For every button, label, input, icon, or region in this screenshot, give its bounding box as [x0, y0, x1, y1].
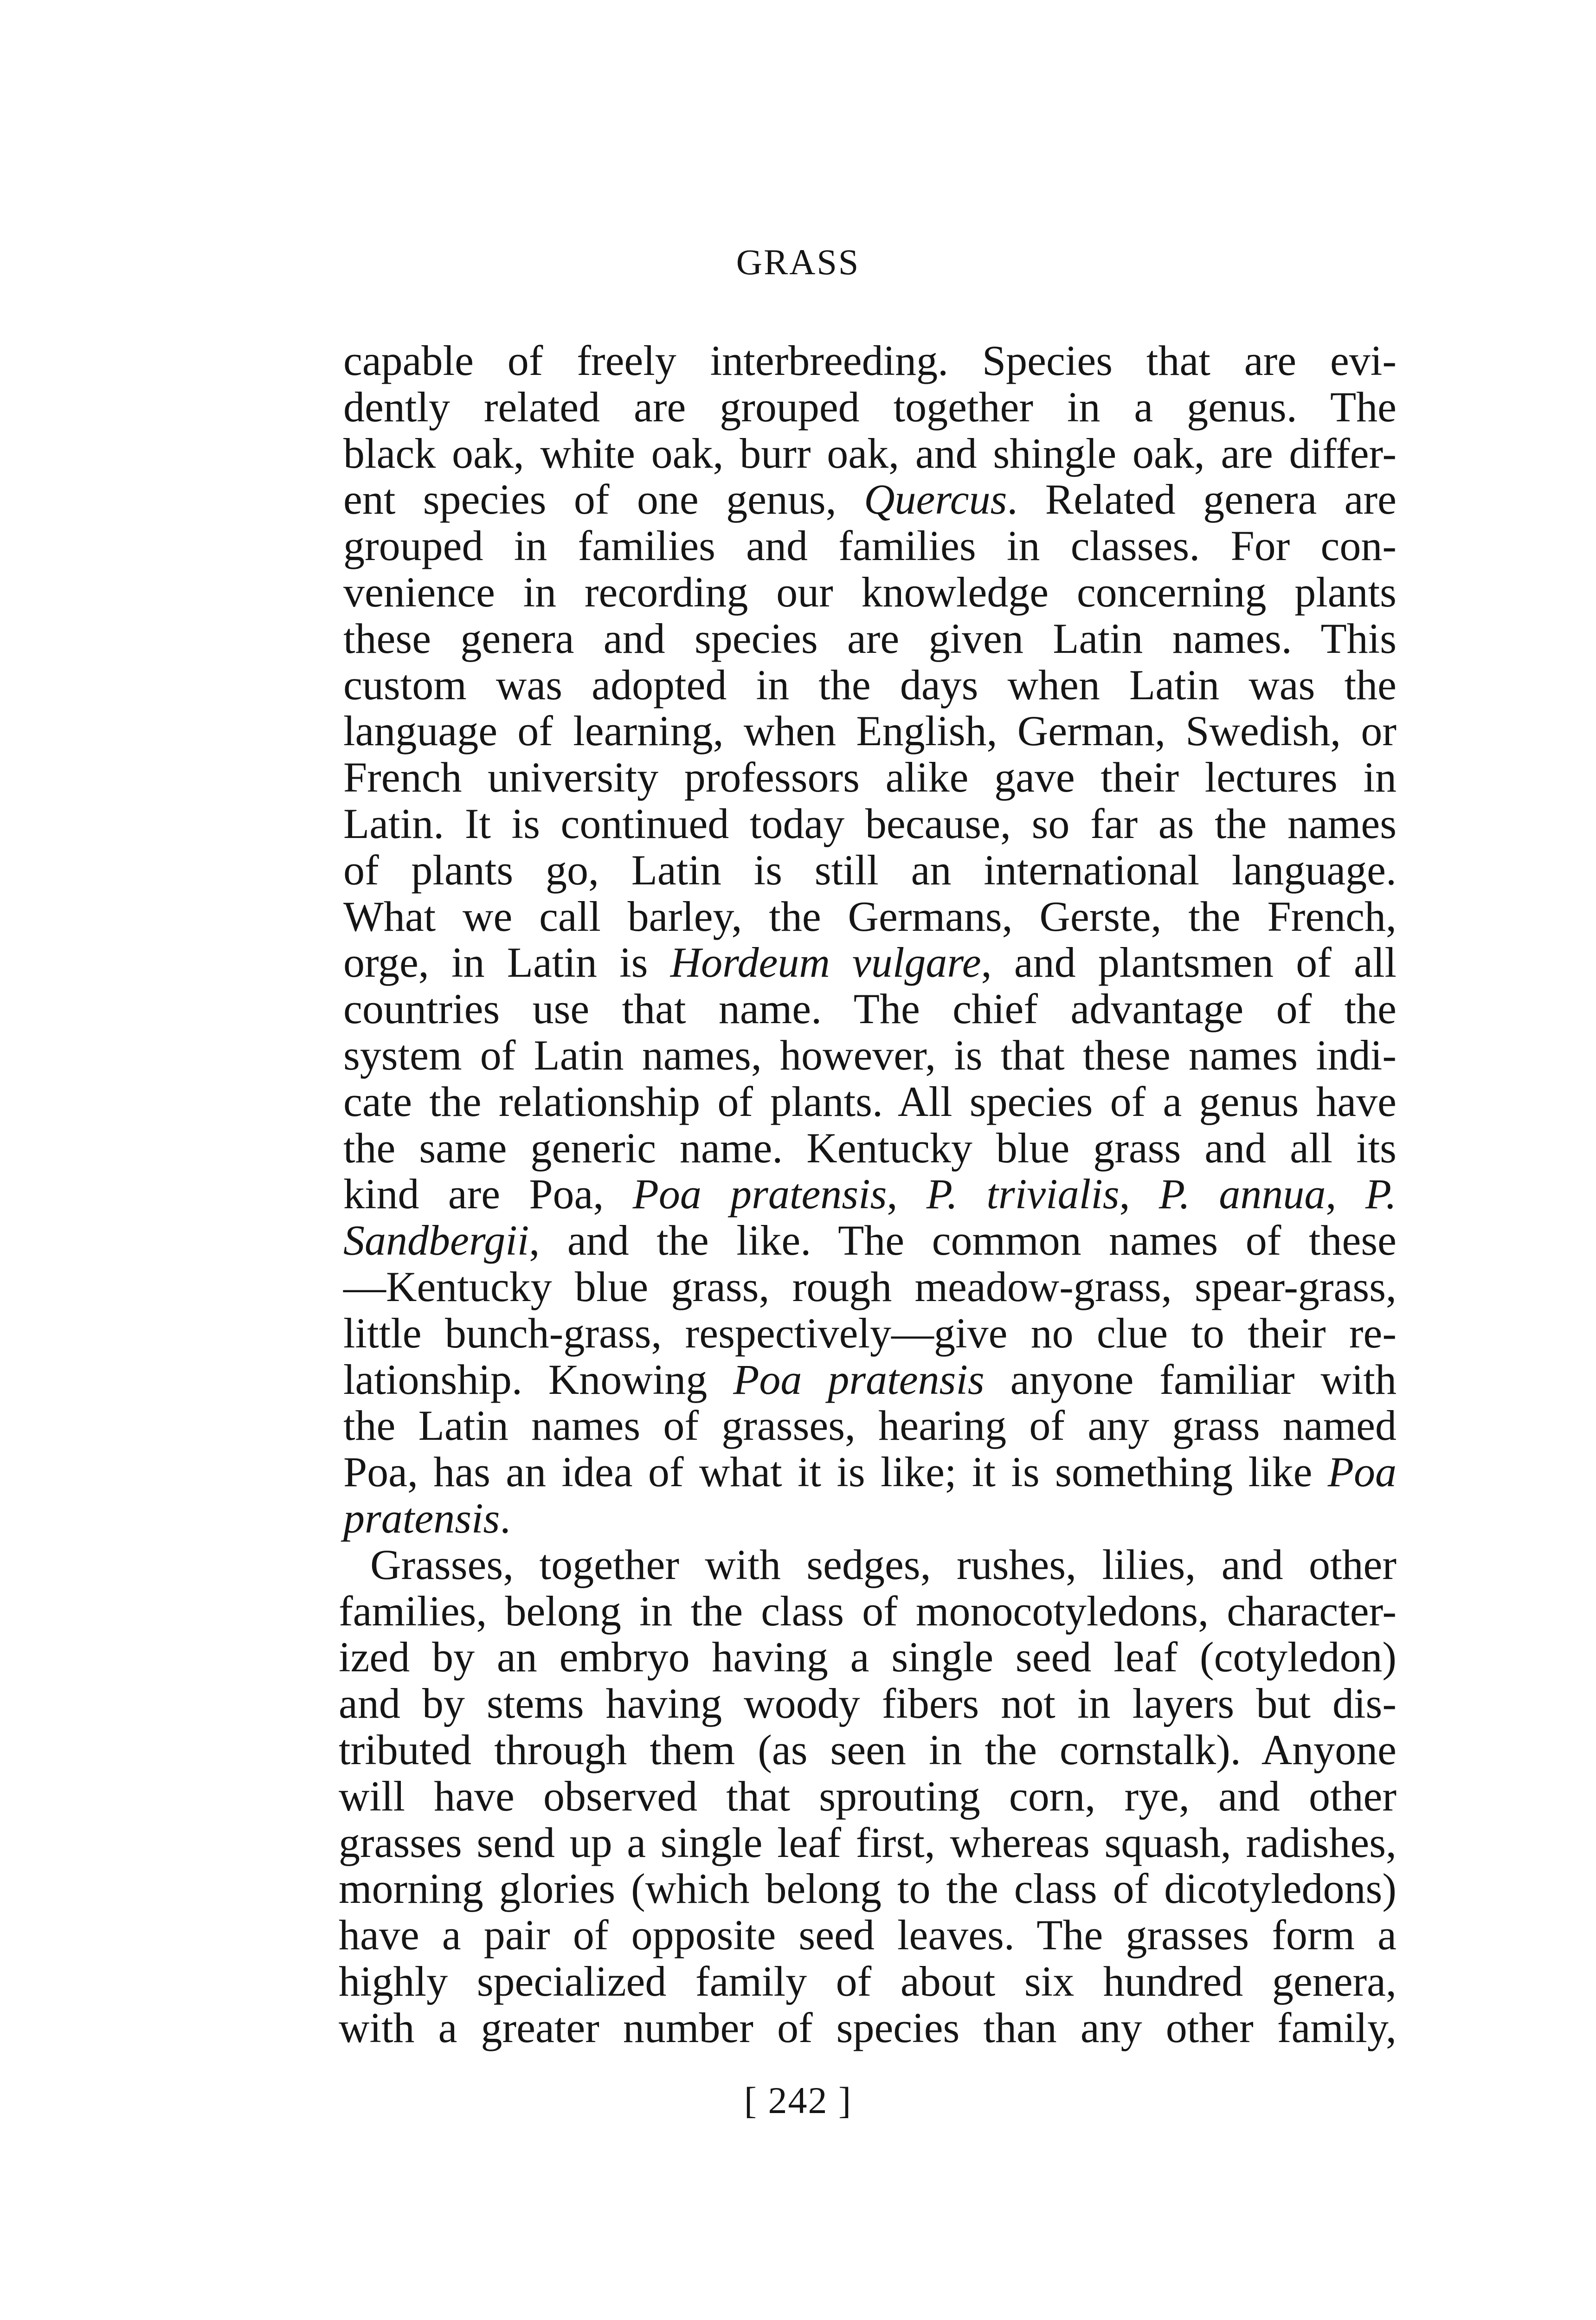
text-line: [343, 616, 1396, 662]
text-line: [339, 1773, 1396, 1820]
text-segment: system of Latin names, however, is that these names indi-: [343, 1031, 1396, 1079]
page-number: [ 242 ]: [744, 2079, 852, 2121]
text-line: [343, 1264, 1396, 1310]
text-line: [343, 1495, 1396, 1542]
text-segment: the Latin names of grasses, hearing of any grass named: [343, 1402, 1396, 1450]
text-line: [339, 1681, 1396, 1727]
running-head: GRASS: [736, 242, 860, 282]
text-segment: grouped in families and families in classes. For con-: [343, 522, 1396, 570]
text-segment: the same generic name. Kentucky blue grass and all its: [343, 1124, 1396, 1172]
italic-text-segment: Sandbergii: [343, 1217, 529, 1264]
text-segment: French university professors alike gave their lectures in: [343, 754, 1396, 801]
text-segment: , and plantsmen of all: [981, 939, 1397, 986]
text-segment: black oak, white oak, burr oak, and shingle oak, are differ-: [343, 429, 1396, 477]
text-line: [339, 1634, 1396, 1681]
text-segment: language of learning, when English, German, Swedish, or: [343, 707, 1396, 755]
text-segment: dently related are grouped together in a genus. The: [343, 383, 1396, 431]
text-segment: and by stems having woody fibers not in layers but dis-: [339, 1680, 1396, 1727]
body-text: [320, 338, 1396, 2051]
text-segment: tributed through them (as seen in the cornstalk). Anyone: [339, 1726, 1396, 1773]
text-line: [343, 1079, 1396, 1125]
text-line: [343, 338, 1396, 384]
text-line: [343, 477, 1396, 523]
text-segment: ,: [1326, 1170, 1365, 1218]
text-segment: grasses send up a single leaf first, whereas squash, radishes,: [339, 1818, 1396, 1866]
text-segment: Grasses, together with sedges, rushes, lilies, and other: [370, 1540, 1396, 1588]
text-segment: with a greater number of species than any other family,: [339, 2004, 1396, 2051]
text-segment: ,: [887, 1170, 927, 1218]
italic-text-segment: Poa pratensis: [632, 1170, 887, 1218]
text-line: [343, 1310, 1396, 1357]
text-segment: families, belong in the class of monocotyledons, character-: [339, 1587, 1396, 1635]
text-line: [343, 431, 1396, 477]
text-segment: ent species of one genus,: [343, 476, 864, 523]
italic-text-segment: Hordeum vulgare: [670, 939, 981, 986]
text-line: [343, 662, 1396, 709]
text-segment: Latin. It is continued today because, so far as the names: [343, 799, 1396, 847]
text-line: [339, 1588, 1396, 1635]
text-line: [343, 894, 1396, 940]
italic-text-segment: P. trivialis: [926, 1170, 1120, 1218]
text-line: [343, 1125, 1396, 1172]
italic-text-segment: Poa pratensis: [733, 1355, 985, 1403]
text-segment: custom was adopted in the days when Latin was the: [343, 661, 1396, 709]
text-line: [339, 1866, 1396, 1912]
text-segment: What we call barley, the Germans, Gerste, the French,: [343, 892, 1396, 940]
text-segment: kind are Poa,: [343, 1170, 633, 1218]
text-line: [370, 1542, 1396, 1588]
text-segment: morning glories (which belong to the class of dicotyledons): [339, 1865, 1396, 1913]
text-line: [343, 847, 1396, 894]
text-segment: venience in recording our knowledge concerning plants: [343, 568, 1396, 616]
text-line: [343, 1357, 1396, 1403]
text-segment: . Related genera are: [1007, 476, 1396, 523]
text-line: [343, 523, 1396, 569]
text-segment: these genera and species are given Latin names. This: [343, 614, 1396, 662]
text-segment: will have observed that sprouting corn, rye, and other: [339, 1772, 1396, 1820]
text-line: [343, 569, 1396, 616]
text-segment: have a pair of opposite seed leaves. The grasses form a: [339, 1911, 1396, 1959]
text-line: [343, 940, 1396, 986]
text-line: [343, 384, 1396, 431]
text-line: [343, 754, 1396, 801]
text-segment: little bunch-grass, respectively—give no clue to their re-: [343, 1309, 1396, 1357]
text-segment: of plants go, Latin is still an international language.: [343, 846, 1396, 894]
italic-text-segment: pratensis: [343, 1494, 500, 1542]
text-segment: countries use that name. The chief advantage of the: [343, 985, 1396, 1033]
text-line: [339, 1727, 1396, 1773]
text-segment: cate the relationship of plants. All species of a genus have: [343, 1077, 1396, 1125]
text-segment: Poa, has an idea of what it is like; it is something like: [343, 1448, 1328, 1496]
text-line: [343, 801, 1396, 847]
text-line: [343, 708, 1396, 754]
text-segment: lationship. Knowing: [343, 1355, 734, 1403]
text-line: [343, 1449, 1396, 1495]
text-line: [339, 2005, 1396, 2051]
text-segment: , and the like. The common names of these: [529, 1217, 1396, 1264]
text-line: [343, 986, 1396, 1032]
text-line: [343, 1171, 1396, 1218]
italic-text-segment: Quercus: [864, 476, 1007, 523]
text-segment: —Kentucky blue grass, rough meadow-grass, spear-grass,: [343, 1263, 1396, 1310]
italic-text-segment: P. annua: [1158, 1170, 1326, 1218]
text-line: [343, 1403, 1396, 1449]
text-segment: .: [500, 1494, 511, 1542]
text-line: [339, 1959, 1396, 2005]
text-line: [343, 1032, 1396, 1079]
text-segment: anyone familiar with: [984, 1355, 1396, 1403]
text-segment: highly specialized family of about six hundred genera,: [339, 1957, 1396, 2005]
text-line: [339, 1912, 1396, 1959]
text-line: [343, 1218, 1396, 1264]
italic-text-segment: P.: [1365, 1170, 1397, 1218]
text-line: [339, 1820, 1396, 1866]
italic-text-segment: Poa: [1327, 1448, 1396, 1496]
text-segment: capable of freely interbreeding. Species that are evi-: [343, 337, 1396, 384]
text-segment: orge, in Latin is: [343, 939, 670, 986]
text-segment: ized by an embryo having a single seed leaf (cotyledon): [339, 1633, 1396, 1681]
text-segment: ,: [1119, 1170, 1159, 1218]
